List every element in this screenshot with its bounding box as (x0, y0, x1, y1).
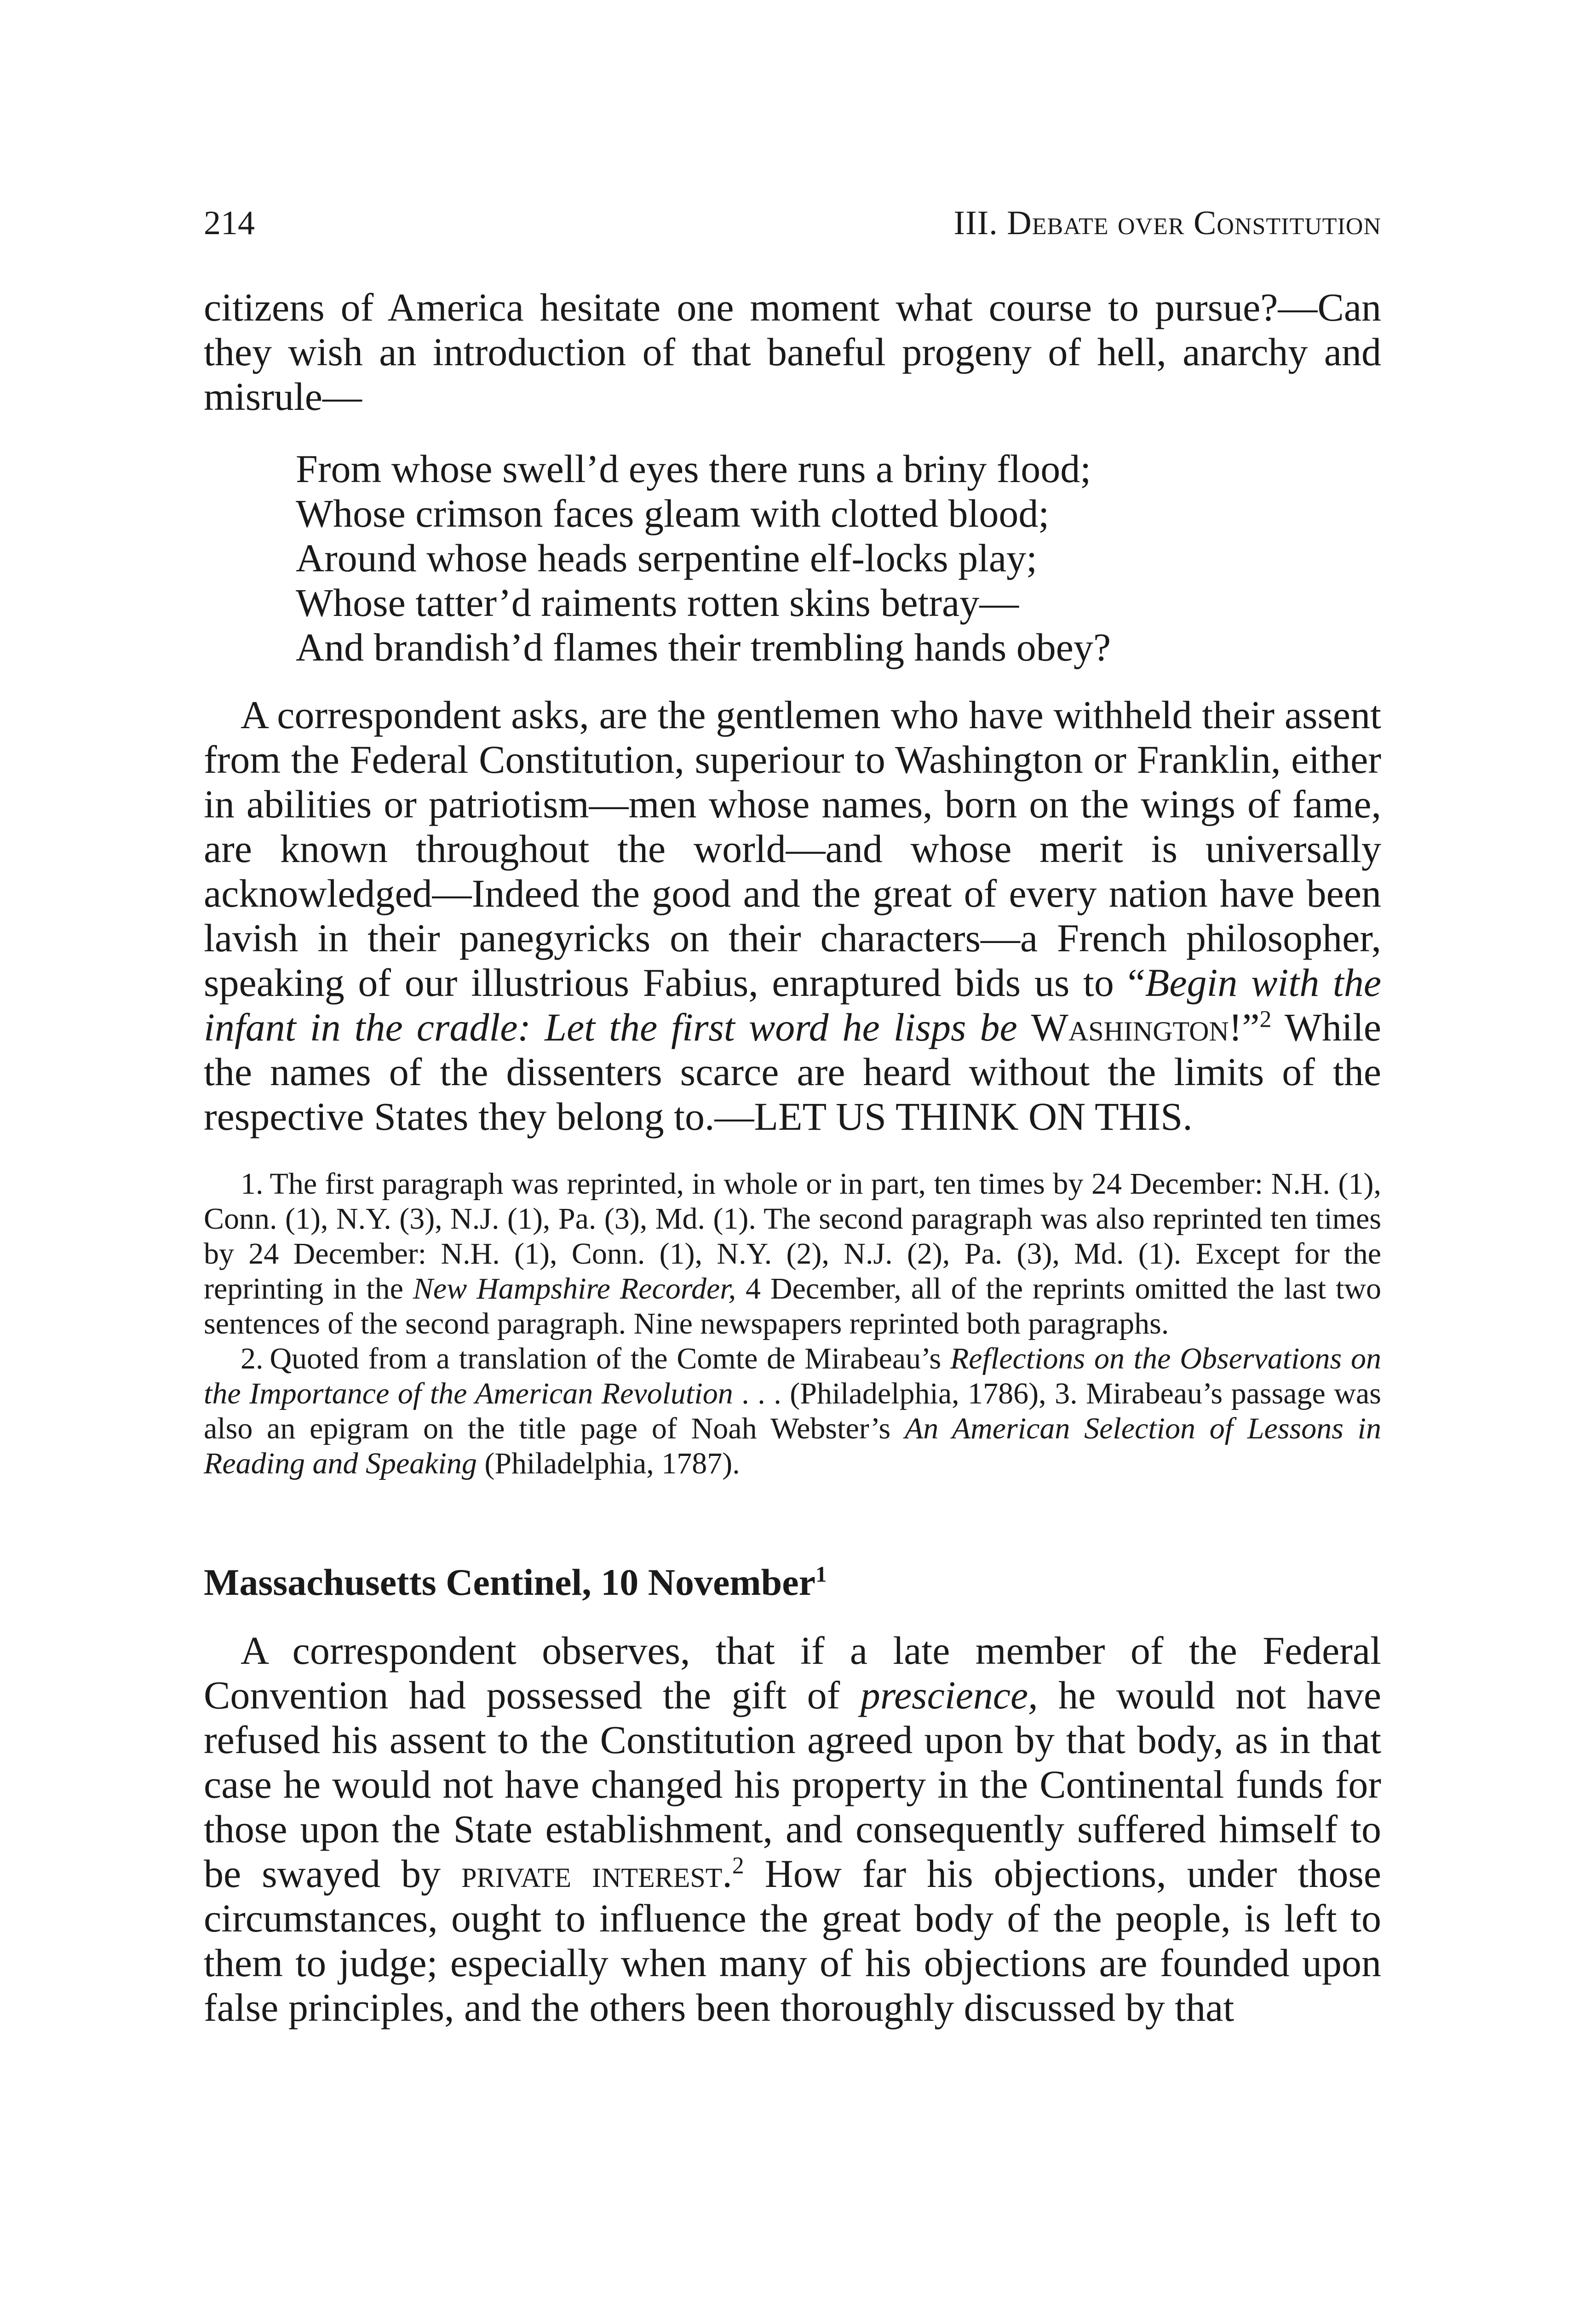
page-number: 214 (204, 204, 255, 242)
verse-line: Whose tatter’d raiments rotten skins betray— (296, 581, 1019, 625)
footnote-number: 2. (241, 1342, 264, 1375)
footnote-italic: Reflections on the Observations on the Importance of the American Revolution (204, 1342, 1381, 1410)
quoted-text: Begin with the infant in the cradle: Let the first word he lisps be (204, 960, 1381, 1049)
centinel-paragraph (204, 1628, 1381, 2030)
intro-paragraph: citizens of America hesitate one moment what course to pursue?—Can they wish an introduction of that baneful progeny of hell, anarchy and misrule— (204, 285, 1381, 419)
quote-close: ” (1242, 1005, 1260, 1049)
correspondent-text: A correspondent asks, are the gentlemen who have withheld their assent from the Federal Constitution, superiour to Washington or Franklin, either in abilities or patriotism—men whose names, born on the wings of fame, are known throughout the world—and whose merit is universally acknowledged—Indeed the good and the great of every nation have been lavish in their panegyricks on their characters—a French philosopher, speaking of our illustrious Fabius, enraptured bids us to “ (204, 693, 1381, 1005)
footnote-1 (204, 1167, 1381, 1341)
verse-line: Around whose heads serpentine elf-locks play; (296, 536, 1038, 580)
verse-line: Whose crimson faces gleam with clotted blood; (296, 491, 1050, 535)
quoted-name: Washington! (1031, 1005, 1242, 1049)
centinel-text: A correspondent observes, that if a late member of the Federal Convention had possessed the gift of (204, 1628, 1381, 1717)
footnote-text: 4 December, all of the reprints omitted the last two sentences of the second paragraph. Nine newspapers reprinted both paragraphs. (204, 1272, 1381, 1340)
verse-block (296, 447, 1381, 670)
running-title: III. Debate over Constitution (953, 204, 1381, 242)
footnote-text: . . . (Philadelphia, 1786), 3. Mirabeau’s passage was also an epigram on the title page of Noah Webster’s (204, 1377, 1381, 1445)
section-heading (204, 1559, 1381, 1605)
footnote-italic: New Hampshire Recorder, (413, 1272, 736, 1305)
centinel-text: How far his objections, under those circumstances, ought to influence the great body of the people, is left to them to judge; especially when many of his objections are founded upon false principles, and the others been thoroughly discussed by that (204, 1852, 1381, 2030)
centinel-text: he would not have refused his assent to the Constitution agreed upon by that body, as in that case he would not have changed his property in the Continental funds for those upon the State establishment, and consequently suffered himself to be swayed by (204, 1673, 1381, 1896)
footnote-2 (204, 1341, 1381, 1481)
centinel-smallcaps: private interest. (461, 1852, 732, 1896)
footnote-text: Quoted from a translation of the Comte de Mirabeau’s (270, 1342, 950, 1375)
footnote-number: 1. (241, 1167, 264, 1201)
footnote-ref: 2 (732, 1852, 744, 1879)
page-content (204, 285, 1381, 2030)
section-title: Massachusetts Centinel, 10 November (204, 1561, 816, 1603)
footnote-italic: An American Selection of Lessons in Reading and Speaking (204, 1412, 1381, 1480)
verse-line: And brandish’d flames their trembling hands obey? (296, 625, 1111, 669)
verse-line: From whose swell’d eyes there runs a briny flood; (296, 447, 1091, 491)
footnote-ref: 1 (815, 1561, 827, 1587)
centinel-italic: prescience, (860, 1673, 1038, 1717)
footnote-ref: 2 (1259, 1006, 1272, 1033)
correspondent-paragraph (204, 693, 1381, 1139)
page-header (204, 198, 1381, 248)
footnote-text: The first paragraph was reprinted, in whole or in part, ten times by 24 December: N.H. (1), Conn. (1), N.Y. (3), N.J. (1), Pa. (3), Md. (1). The second paragraph was also reprinted ten times by 24 December: N.H. (1), Conn. (1), N.Y. (2), N.J. (2), Pa. (3), Md. (1). Except for the reprinting in the (204, 1167, 1381, 1305)
footnote-text: (Philadelphia, 1787). (477, 1447, 740, 1480)
correspondent-text-end: While the names of the dissenters scarce are heard without the limits of the respective States they belong to.—LET US THINK ON THIS. (204, 1005, 1382, 1138)
footnotes (204, 1167, 1381, 1481)
